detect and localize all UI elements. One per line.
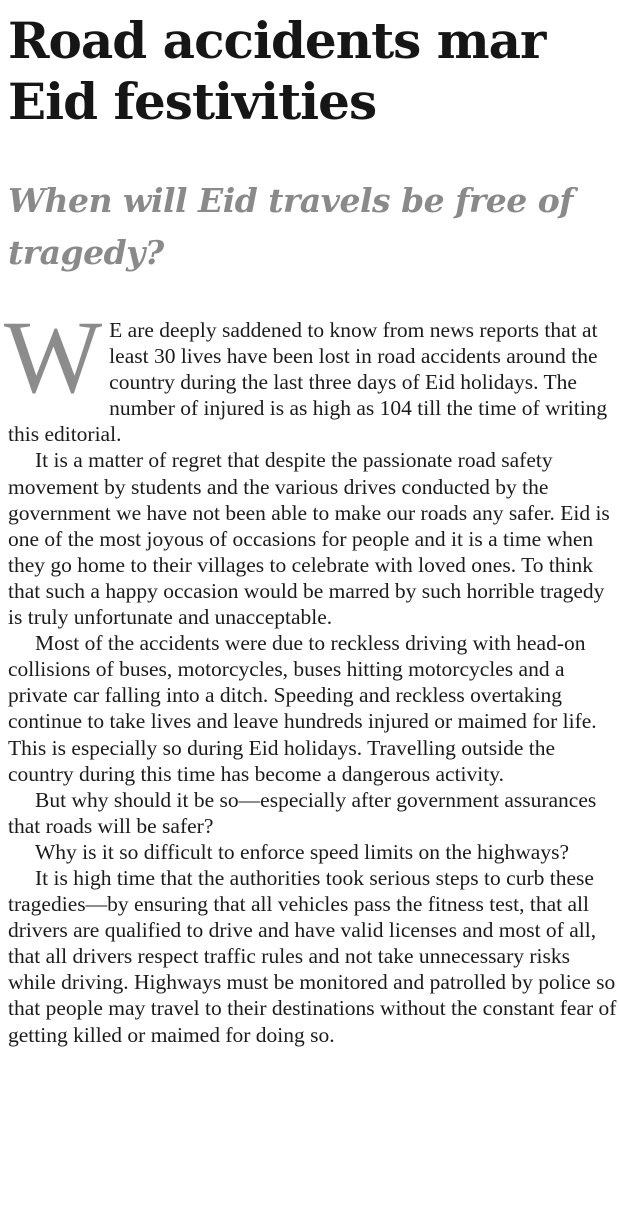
- paragraph-3: Most of the accidents were due to reckless driving with head-on collisions of buses, motorcycles, buses hitting motorcycles and a private car falling into a ditch. Speeding and reckless overtaking continue to take lives and leave hundreds injured or maimed for life. This is especially so during Eid holidays. Travelling outside the country during this time has become a dangerous activity.: [8, 631, 597, 786]
- drop-cap: W: [4, 300, 103, 415]
- paragraph-2: It is a matter of regret that despite the passionate road safety movement by students and the various drives conducted by the government we have not been able to make our roads any safer. Eid is one of the most joyous of occasions for people and it is a time when they go home to their villages to celebrate with loved ones. To think that such a happy occasion would be marred by such horrible tragedy is truly unfortunate and unacceptable.: [8, 448, 610, 630]
- paragraph-1-text: E are deeply saddened to know from news reports that at least 30 lives have been lost in road accidents around the country during the last three days of Eid holidays. The number of injured is as high as 104 till the time of writing this editorial.: [8, 318, 608, 447]
- paragraph-4: But why should it be so—especially after government assurances that roads will be safer?: [8, 787, 597, 838]
- paragraph-5: Why is it so difficult to enforce speed limits on the highways?: [35, 839, 570, 864]
- article-body: [4, 300, 618, 1048]
- paragraph-1: [4, 300, 618, 447]
- paragraph-6: It is high time that the authorities took serious steps to curb these tragedies—by ensuring that all vehicles pass the fitness test, that all drivers are qualified to drive and have valid licenses and most of all, that all drivers respect traffic rules and not take unnecessary risks while driving. Highways must be monitored and patrolled by police so that people may travel to their destinations without the constant fear of getting killed or maimed for doing so.: [8, 865, 617, 1047]
- subheadline: When will Eid travels be free of tragedy?: [8, 181, 573, 272]
- headline: Road accidents mar Eid festivities: [8, 11, 546, 131]
